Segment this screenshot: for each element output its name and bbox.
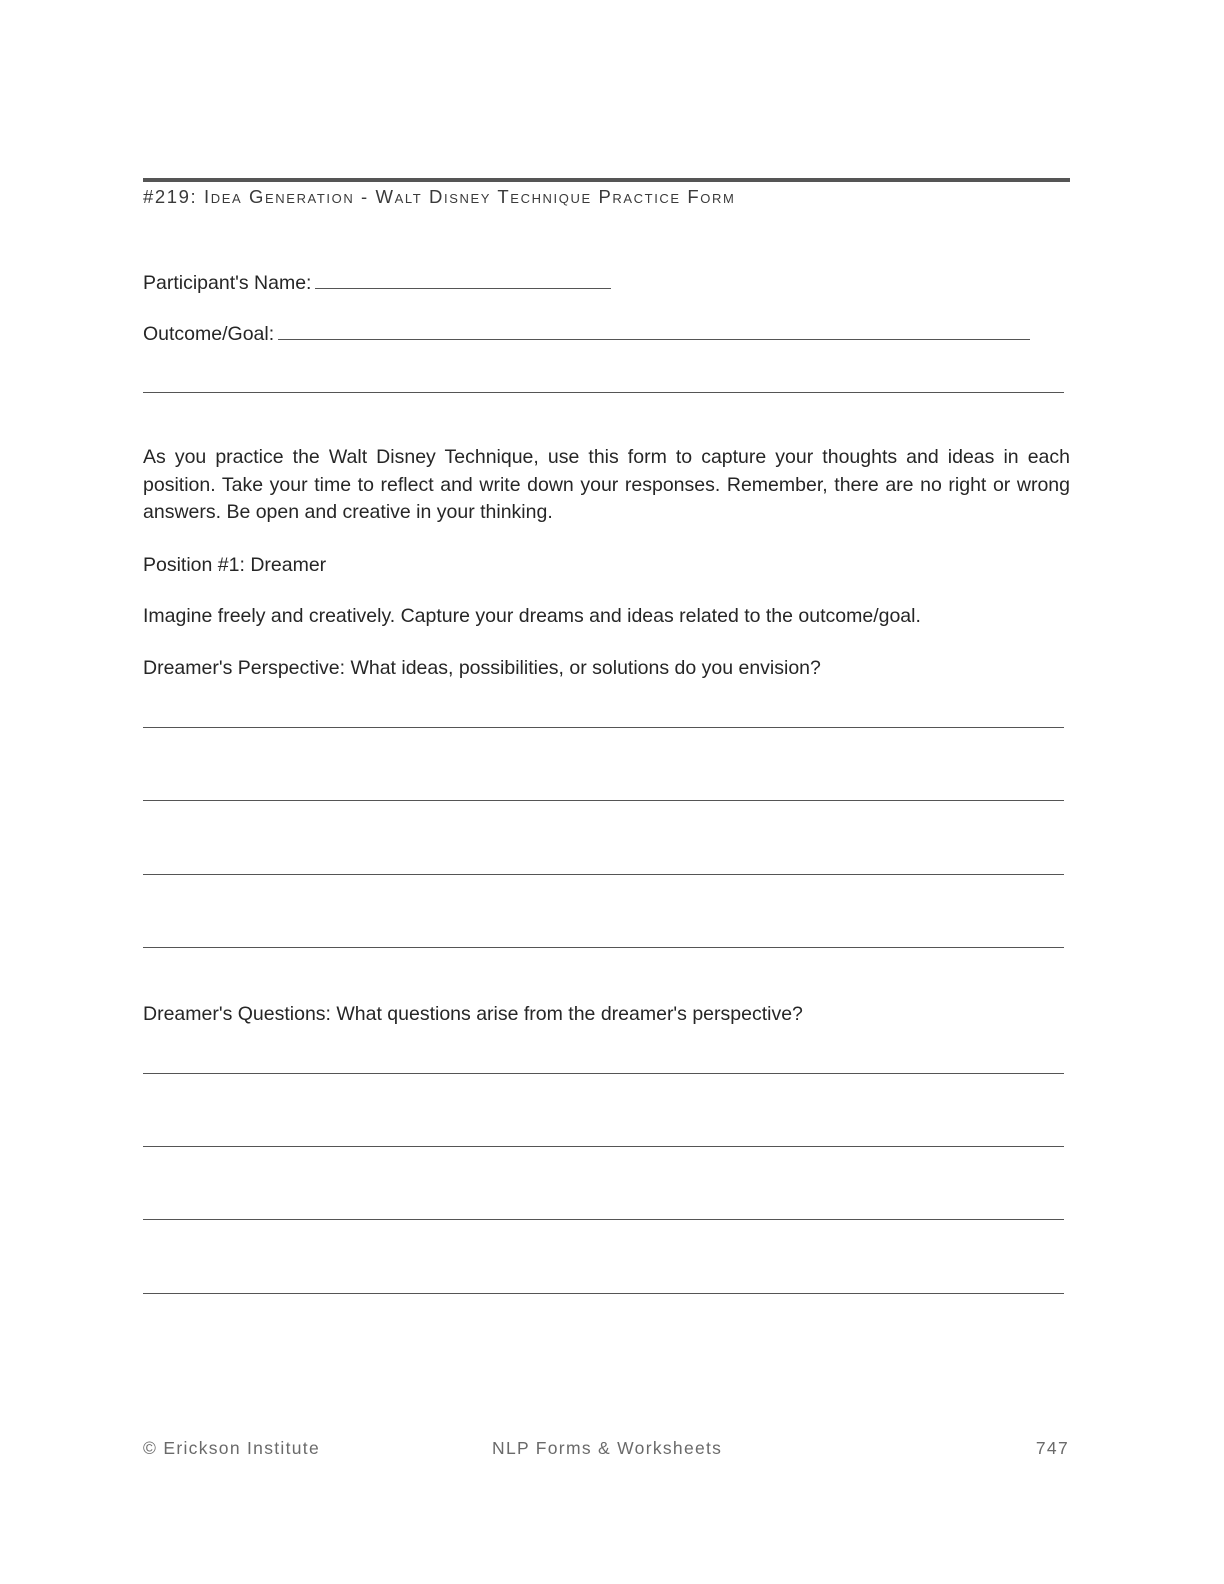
intro-paragraph: As you practice the Walt Disney Technique, use this form to capture your thoughts and ideas in each position. Take your time to reflect and write down your responses. Remember, there are no right or wrong answers. Be open and creative in your thinking. xyxy=(143,446,1070,523)
questions-answer-line[interactable] xyxy=(143,1146,1064,1147)
perspective-answer-line[interactable] xyxy=(143,947,1064,948)
header-rule xyxy=(143,178,1070,182)
perspective-answer-line[interactable] xyxy=(143,727,1064,728)
perspective-answer-line[interactable] xyxy=(143,874,1064,875)
questions-answer-line[interactable] xyxy=(143,1219,1064,1220)
participant-name-label: Participant's Name: xyxy=(143,272,312,294)
perspective-prompt: Dreamer's Perspective: What ideas, possibilities, or solutions do you envision? xyxy=(143,657,821,679)
footer-book-title: NLP Forms & Worksheets xyxy=(492,1438,723,1458)
outcome-goal-blank[interactable] xyxy=(278,321,1030,340)
outcome-goal-line-2[interactable] xyxy=(143,392,1064,393)
form-heading: #219: Idea Generation - Walt Disney Technique Practice Form xyxy=(143,186,736,207)
questions-prompt: Dreamer's Questions: What questions arise from the dreamer's perspective? xyxy=(143,1003,803,1025)
outcome-goal-label: Outcome/Goal: xyxy=(143,323,275,345)
participant-name-blank[interactable] xyxy=(315,270,611,289)
outcome-goal-field[interactable] xyxy=(143,321,1030,346)
participant-name-field[interactable] xyxy=(143,270,611,295)
questions-answer-line[interactable] xyxy=(143,1293,1064,1294)
footer-copyright: © Erickson Institute xyxy=(143,1438,321,1458)
footer-page-number: 747 xyxy=(1035,1438,1069,1458)
perspective-answer-line[interactable] xyxy=(143,800,1064,801)
position-instruction: Imagine freely and creatively. Capture your dreams and ideas related to the outcome/goal. xyxy=(143,605,921,627)
questions-answer-line[interactable] xyxy=(143,1073,1064,1074)
position-title: Position #1: Dreamer xyxy=(143,554,327,576)
